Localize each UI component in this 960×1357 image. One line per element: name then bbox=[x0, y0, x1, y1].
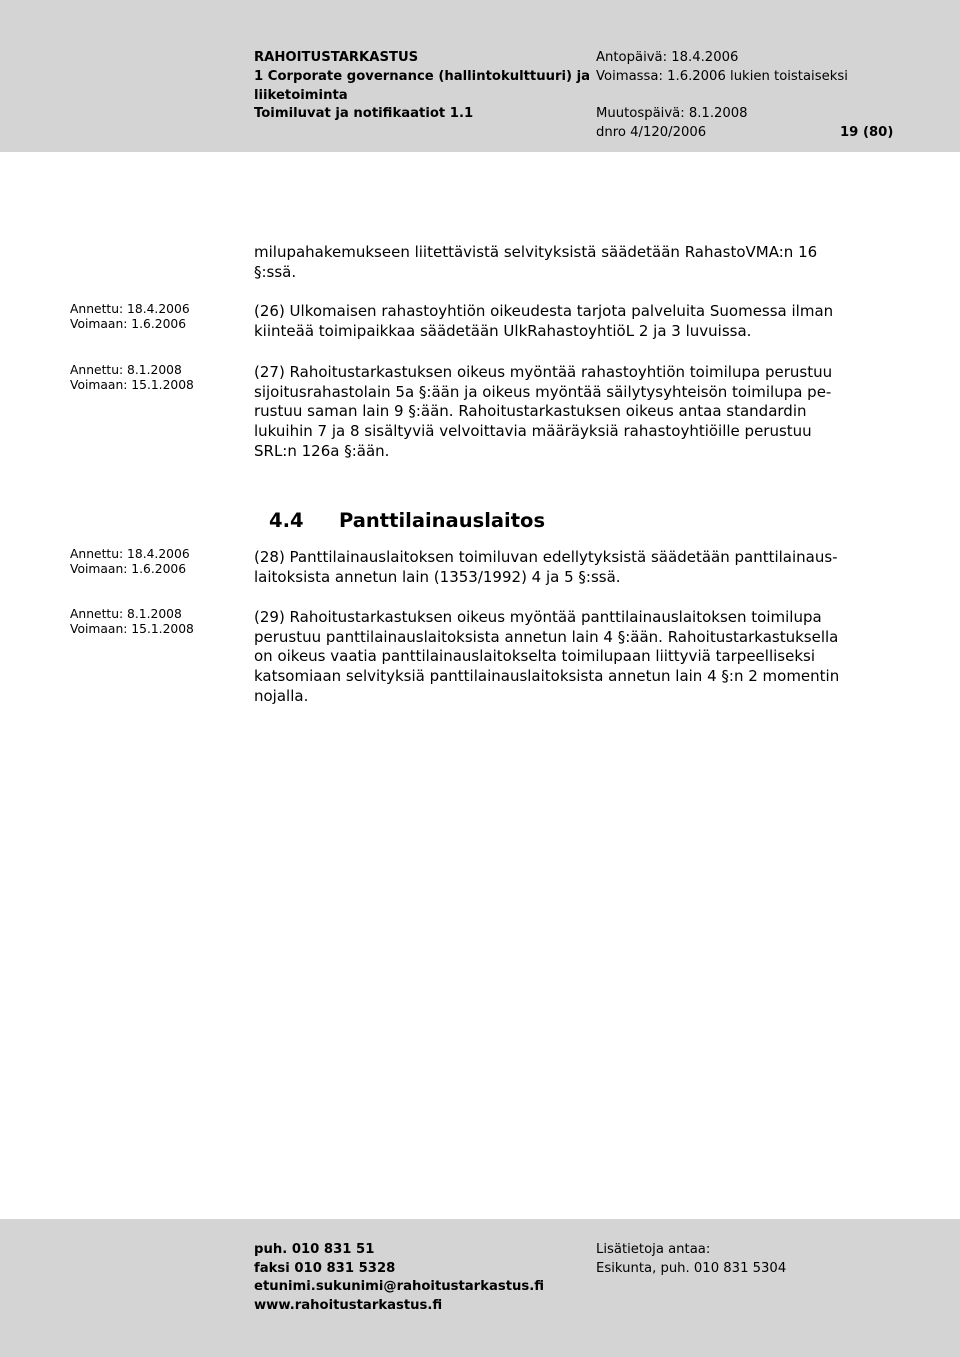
paragraph-29 bbox=[254, 608, 839, 707]
text-line: perustuu panttilainauslaitoksista annetun lain 4 §:ään. Rahoitustarkastuksella bbox=[254, 627, 839, 646]
page-footer bbox=[0, 1219, 960, 1357]
margin-note-26 bbox=[70, 302, 240, 331]
section-heading bbox=[269, 508, 545, 534]
paragraph-27 bbox=[254, 363, 832, 462]
footer-info-contact: Esikunta, puh. 010 831 5304 bbox=[596, 1261, 787, 1276]
org-name: RAHOITUSTARKASTUS bbox=[254, 50, 419, 65]
page-number: 19 (80) bbox=[840, 125, 894, 140]
issue-date: Antopäivä: 18.4.2006 bbox=[596, 50, 739, 65]
paragraph-28 bbox=[254, 548, 838, 587]
margin-note-29 bbox=[70, 607, 240, 636]
text-line: nojalla. bbox=[254, 686, 309, 705]
section-number: 4.4 bbox=[269, 509, 304, 532]
section-title: Panttilainauslaitos bbox=[339, 509, 546, 532]
text-line: rustuu saman lain 9 §:ään. Rahoitustarkastuksen oikeus antaa standardin bbox=[254, 402, 807, 421]
footer-info-label: Lisätietoja antaa: bbox=[596, 1242, 711, 1257]
section-title-line1: 1 Corporate governance (hallintokulttuuri) ja bbox=[254, 69, 591, 84]
intro-paragraph bbox=[254, 243, 817, 282]
margin-note-28 bbox=[70, 547, 240, 576]
note-issued: Annettu: 8.1.2008 bbox=[70, 363, 182, 377]
text-line: katsomiaan selvityksiä panttilainauslaitoksista annetun lain 4 §:n 2 momentin bbox=[254, 667, 840, 686]
text-line: kiinteää toimipaikkaa säädetään UlkRahastoyhtiöL 2 ja 3 luvuissa. bbox=[254, 321, 752, 340]
amendment-date: Muutospäivä: 8.1.2008 bbox=[596, 106, 748, 121]
footer-email[interactable]: etunimi.sukunimi@rahoitustarkastus.fi bbox=[254, 1279, 545, 1294]
text-line: SRL:n 126a §:ään. bbox=[254, 441, 390, 460]
note-issued: Annettu: 18.4.2006 bbox=[70, 547, 190, 561]
text-line: laitoksista annetun lain (1353/1992) 4 ja 5 §:ssä. bbox=[254, 567, 621, 586]
text-line: (26) Ulkomaisen rahastoyhtiön oikeudesta tarjota palveluita Suomessa ilman bbox=[254, 302, 834, 320]
text-line: (29) Rahoitustarkastuksen oikeus myöntää panttilainauslaitoksen toimilupa bbox=[254, 608, 822, 626]
note-effective: Voimaan: 1.6.2006 bbox=[70, 316, 187, 331]
note-effective: Voimaan: 15.1.2008 bbox=[70, 377, 194, 392]
section-title-line2: liiketoiminta bbox=[254, 88, 348, 103]
page-header bbox=[0, 0, 960, 152]
text-line: on oikeus vaatia panttilainauslaitokselta toimilupaan liittyviä tarpeelliseksi bbox=[254, 647, 815, 666]
footer-website[interactable]: www.rahoitustarkastus.fi bbox=[254, 1298, 443, 1313]
paragraph-26 bbox=[254, 302, 833, 341]
footer-phone: puh. 010 831 51 bbox=[254, 1242, 375, 1257]
note-effective: Voimaan: 1.6.2006 bbox=[70, 561, 187, 576]
note-issued: Annettu: 18.4.2006 bbox=[70, 302, 190, 316]
text-line: (28) Panttilainauslaitoksen toimiluvan edellytyksistä säädetään panttilainaus- bbox=[254, 548, 838, 566]
text-line: sijoitusrahastolain 5a §:ään ja oikeus myöntää säilytysyhteisön toimilupa pe- bbox=[254, 382, 832, 401]
footer-fax: faksi 010 831 5328 bbox=[254, 1261, 396, 1276]
text-line: §:ssä. bbox=[254, 262, 297, 281]
validity: Voimassa: 1.6.2006 lukien toistaiseksi bbox=[596, 69, 848, 84]
text-line: (27) Rahoitustarkastuksen oikeus myöntää rahastoyhtiön toimilupa perustuu bbox=[254, 363, 833, 381]
subsection-title: Toimiluvat ja notifikaatiot 1.1 bbox=[254, 106, 474, 121]
note-effective: Voimaan: 15.1.2008 bbox=[70, 621, 194, 636]
note-issued: Annettu: 8.1.2008 bbox=[70, 607, 182, 621]
margin-note-27 bbox=[70, 363, 240, 392]
reference-number: dnro 4/120/2006 bbox=[596, 125, 707, 140]
text-line: lukuihin 7 ja 8 sisältyviä velvoittavia määräyksiä rahastoyhtiöille perustuu bbox=[254, 422, 812, 441]
text-line: milupahakemukseen liitettävistä selvityksistä säädetään RahastoVMA:n 16 bbox=[254, 243, 818, 261]
